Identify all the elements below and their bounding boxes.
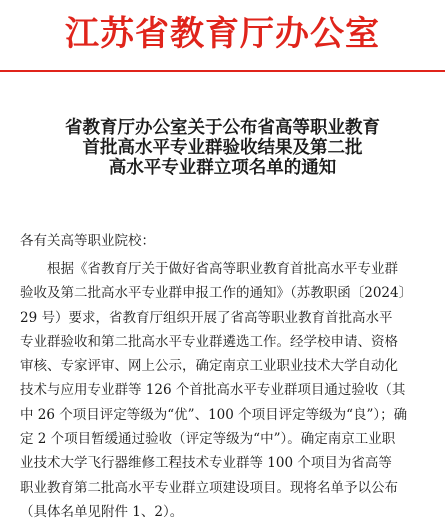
- body-line: 业技术大学飞行器维修工程技术专业群等 100 个项目为省高等: [20, 455, 392, 472]
- notice-salutation: 各有关高等职业院校：: [20, 233, 155, 249]
- notice-body: [20, 257, 432, 524]
- notice-title-line: 首批高水平专业群验收结果及第二批: [82, 138, 363, 158]
- body-line: 定 2 个项目暂缓通过验收（评定等级为“中”）。确定南京工业职: [20, 431, 396, 448]
- body-line: 技术与应用专业群等 126 个首批高水平专业群项目通过验收（其: [20, 382, 406, 399]
- body-line: 专业群验收和第二批高水平专业群遴选工作。经学校申请、资格: [20, 333, 398, 350]
- body-line: 验收及第二批高水平专业群申报工作的通知》（苏教职函〔2024〕: [20, 285, 413, 302]
- body-line: 29 号）要求，省教育厅组织开展了省高等职业教育首批高水平: [20, 309, 393, 326]
- body-line: 中 26 个项目评定等级为“优”、100 个项目评定等级为“良”）；确: [20, 406, 408, 423]
- body-line: （具体名单见附件 1、2）。: [20, 503, 184, 520]
- body-line: 根据《省教育厅关于做好省高等职业教育首批高水平专业群: [47, 261, 398, 277]
- notice-title-line: 省教育厅办公室关于公布省高等职业教育: [65, 118, 380, 138]
- letterhead-red-rule: [0, 70, 445, 72]
- body-line: 职业教育第二批高水平专业群立项建设项目。现将名单予以公布: [20, 479, 398, 496]
- notice-title-line: 高水平专业群立项名单的通知: [108, 158, 337, 178]
- notice-title: [0, 118, 445, 178]
- body-line: 审核、专家评审、网上公示，确定南京工业职业技术大学自动化: [20, 358, 398, 375]
- letterhead-org-name: 江苏省教育厅办公室: [65, 14, 380, 54]
